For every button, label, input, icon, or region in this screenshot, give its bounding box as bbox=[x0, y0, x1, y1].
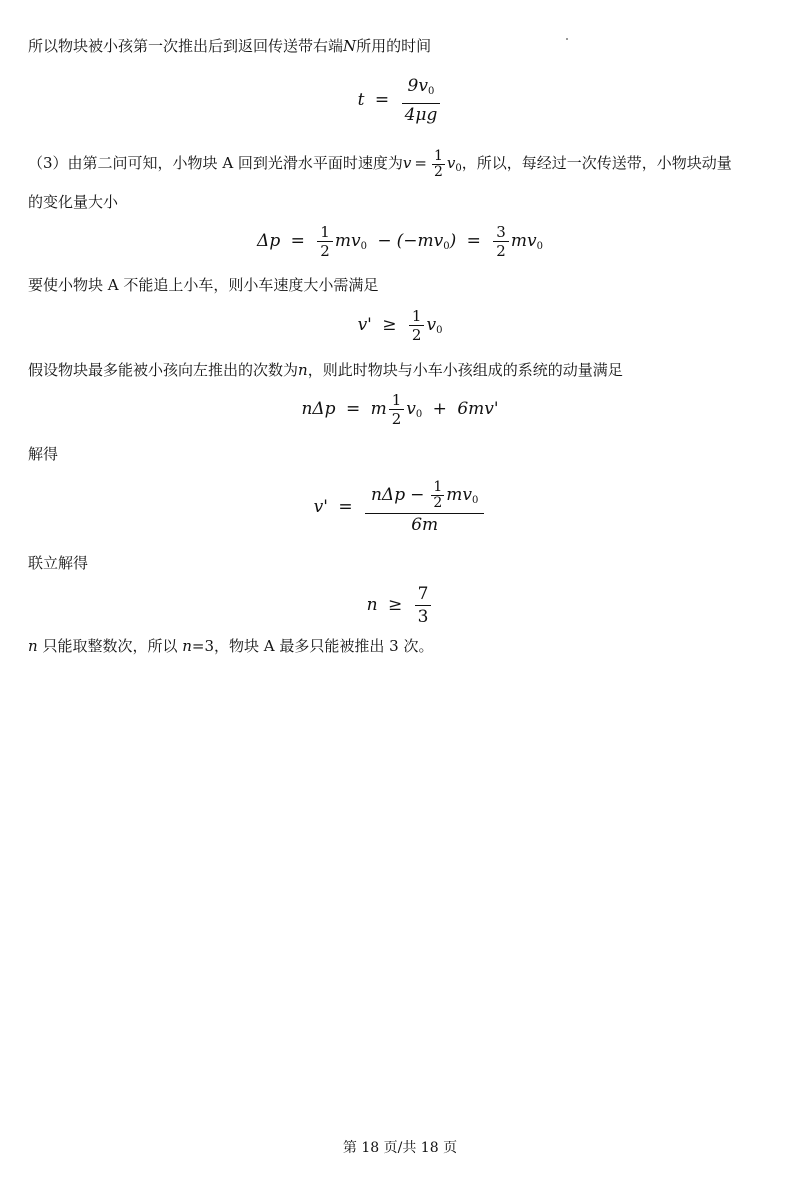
fraction-numerator bbox=[402, 76, 441, 103]
fraction-denominator: 3 bbox=[415, 605, 432, 627]
text-segment: ，则此时物块与小车小孩组成的系统的动量满足 bbox=[307, 361, 623, 379]
variable-N: N bbox=[343, 37, 357, 55]
term: (−mv bbox=[396, 231, 444, 251]
term: mv bbox=[446, 485, 472, 505]
fraction-numerator: 1 bbox=[391, 391, 402, 409]
fraction-numerator: 3 bbox=[496, 223, 506, 241]
fraction-denominator: 2 bbox=[493, 241, 509, 259]
eq-lhs: v' bbox=[357, 315, 372, 335]
fraction-denominator: 2 bbox=[317, 241, 333, 259]
fraction-denominator: 4μg bbox=[402, 103, 441, 125]
subscript: 0 bbox=[415, 409, 423, 420]
equation-velocity-condition bbox=[0, 308, 800, 343]
fraction-denominator: 6m bbox=[365, 513, 484, 535]
eq-relation: = bbox=[338, 497, 353, 517]
fraction-numerator: 1 bbox=[433, 147, 443, 164]
text-segment: 联立解得 bbox=[28, 554, 89, 572]
text-segment: 所以物块被小孩第一次推出后到返回传送带右端 bbox=[28, 37, 344, 55]
variable: v bbox=[426, 315, 437, 335]
subscript: 0 bbox=[436, 325, 443, 336]
eq-relation: ≥ bbox=[382, 315, 397, 335]
paragraph-time-intro bbox=[28, 36, 431, 56]
term: nΔp bbox=[370, 485, 406, 505]
inline-equation bbox=[402, 147, 462, 180]
eq-lhs: n bbox=[366, 595, 378, 615]
fraction bbox=[317, 224, 333, 259]
equation-velocity-solution bbox=[0, 480, 800, 535]
eq-relation: = bbox=[414, 154, 427, 172]
fraction-denominator: 2 bbox=[409, 325, 425, 343]
subscript: 0 bbox=[471, 495, 479, 506]
variable: v bbox=[406, 399, 416, 419]
subscript: 0 bbox=[360, 241, 367, 252]
paragraph-conclusion bbox=[28, 636, 433, 656]
eq-relation: = bbox=[374, 90, 390, 110]
eq-operator: + bbox=[432, 399, 447, 419]
subscript: 0 bbox=[443, 241, 450, 252]
term: ) bbox=[449, 231, 457, 251]
paragraph-part3 bbox=[28, 148, 732, 184]
equation-system-momentum bbox=[0, 392, 800, 427]
eq-relation: = bbox=[290, 231, 305, 251]
fraction bbox=[432, 149, 445, 180]
text-segment: 所用的时间 bbox=[356, 37, 432, 55]
fraction-numerator: 1 bbox=[433, 479, 443, 495]
fraction-numerator: 1 bbox=[411, 307, 422, 325]
fraction bbox=[493, 224, 509, 259]
equation-time bbox=[0, 76, 800, 125]
fraction-numerator: 1 bbox=[320, 223, 330, 241]
text-segment: =3，物块 A 最多只能被推出 3 次。 bbox=[191, 637, 434, 655]
text-segment: 只能取整数次，所以 bbox=[37, 637, 183, 655]
text-segment: （3）由第二问可知，小物块 A 回到光滑水平面时速度为 bbox=[28, 154, 403, 172]
eq-lhs: Δp bbox=[257, 231, 281, 251]
text-segment: ，所以，每经过一次传送带，小物块动量 bbox=[461, 154, 732, 172]
fraction bbox=[415, 584, 432, 627]
eq-relation: = bbox=[345, 399, 361, 419]
paragraph-condition bbox=[28, 275, 378, 295]
text-segment: 的变化量大小 bbox=[28, 193, 119, 211]
eq-lhs: t bbox=[357, 90, 365, 110]
fraction bbox=[409, 308, 425, 343]
eq-operator: − bbox=[410, 485, 425, 505]
paragraph-solve bbox=[28, 444, 58, 464]
equation-n-condition bbox=[0, 584, 800, 627]
fraction-denominator: 2 bbox=[389, 409, 405, 427]
term: mv bbox=[510, 231, 537, 251]
variable-n: n bbox=[28, 637, 38, 655]
eq-lhs: v bbox=[402, 154, 412, 172]
subscript: 0 bbox=[536, 241, 543, 252]
subscript: 0 bbox=[455, 163, 462, 174]
eq-operator: − bbox=[377, 231, 392, 251]
equation-momentum-change bbox=[0, 224, 800, 259]
text-segment: 解得 bbox=[28, 445, 59, 463]
scan-speck bbox=[566, 38, 568, 40]
fraction-denominator: 2 bbox=[433, 495, 443, 511]
nested-fraction bbox=[431, 480, 444, 511]
subscript: 0 bbox=[427, 86, 435, 97]
fraction bbox=[402, 76, 441, 125]
variable-n: n bbox=[298, 361, 308, 379]
page-footer: 第 18 页/共 18 页 bbox=[342, 1140, 458, 1156]
term: mv bbox=[334, 231, 361, 251]
variable: m bbox=[370, 399, 387, 419]
eq-relation: = bbox=[466, 231, 481, 251]
variable: v bbox=[446, 154, 456, 172]
text-segment: 要使小物块 A 不能追上小车，则小车速度大小需满足 bbox=[28, 276, 379, 294]
term: 6mv' bbox=[457, 399, 499, 419]
numerator-text: 9v bbox=[407, 76, 428, 96]
eq-relation: ≥ bbox=[387, 595, 403, 615]
eq-lhs: v' bbox=[313, 497, 328, 517]
fraction-numerator: 7 bbox=[417, 584, 429, 604]
text-segment: 假设物块最多能被小孩向左推出的次数为 bbox=[28, 361, 299, 379]
fraction-numerator bbox=[365, 480, 484, 513]
fraction-denominator: 2 bbox=[433, 163, 443, 180]
fraction bbox=[365, 480, 484, 535]
fraction bbox=[389, 392, 405, 427]
eq-lhs: nΔp bbox=[301, 399, 336, 419]
variable-n: n bbox=[182, 637, 192, 655]
paragraph-momentum-change bbox=[28, 192, 118, 212]
paragraph-combine bbox=[28, 553, 88, 573]
paragraph-assumption bbox=[28, 360, 623, 380]
